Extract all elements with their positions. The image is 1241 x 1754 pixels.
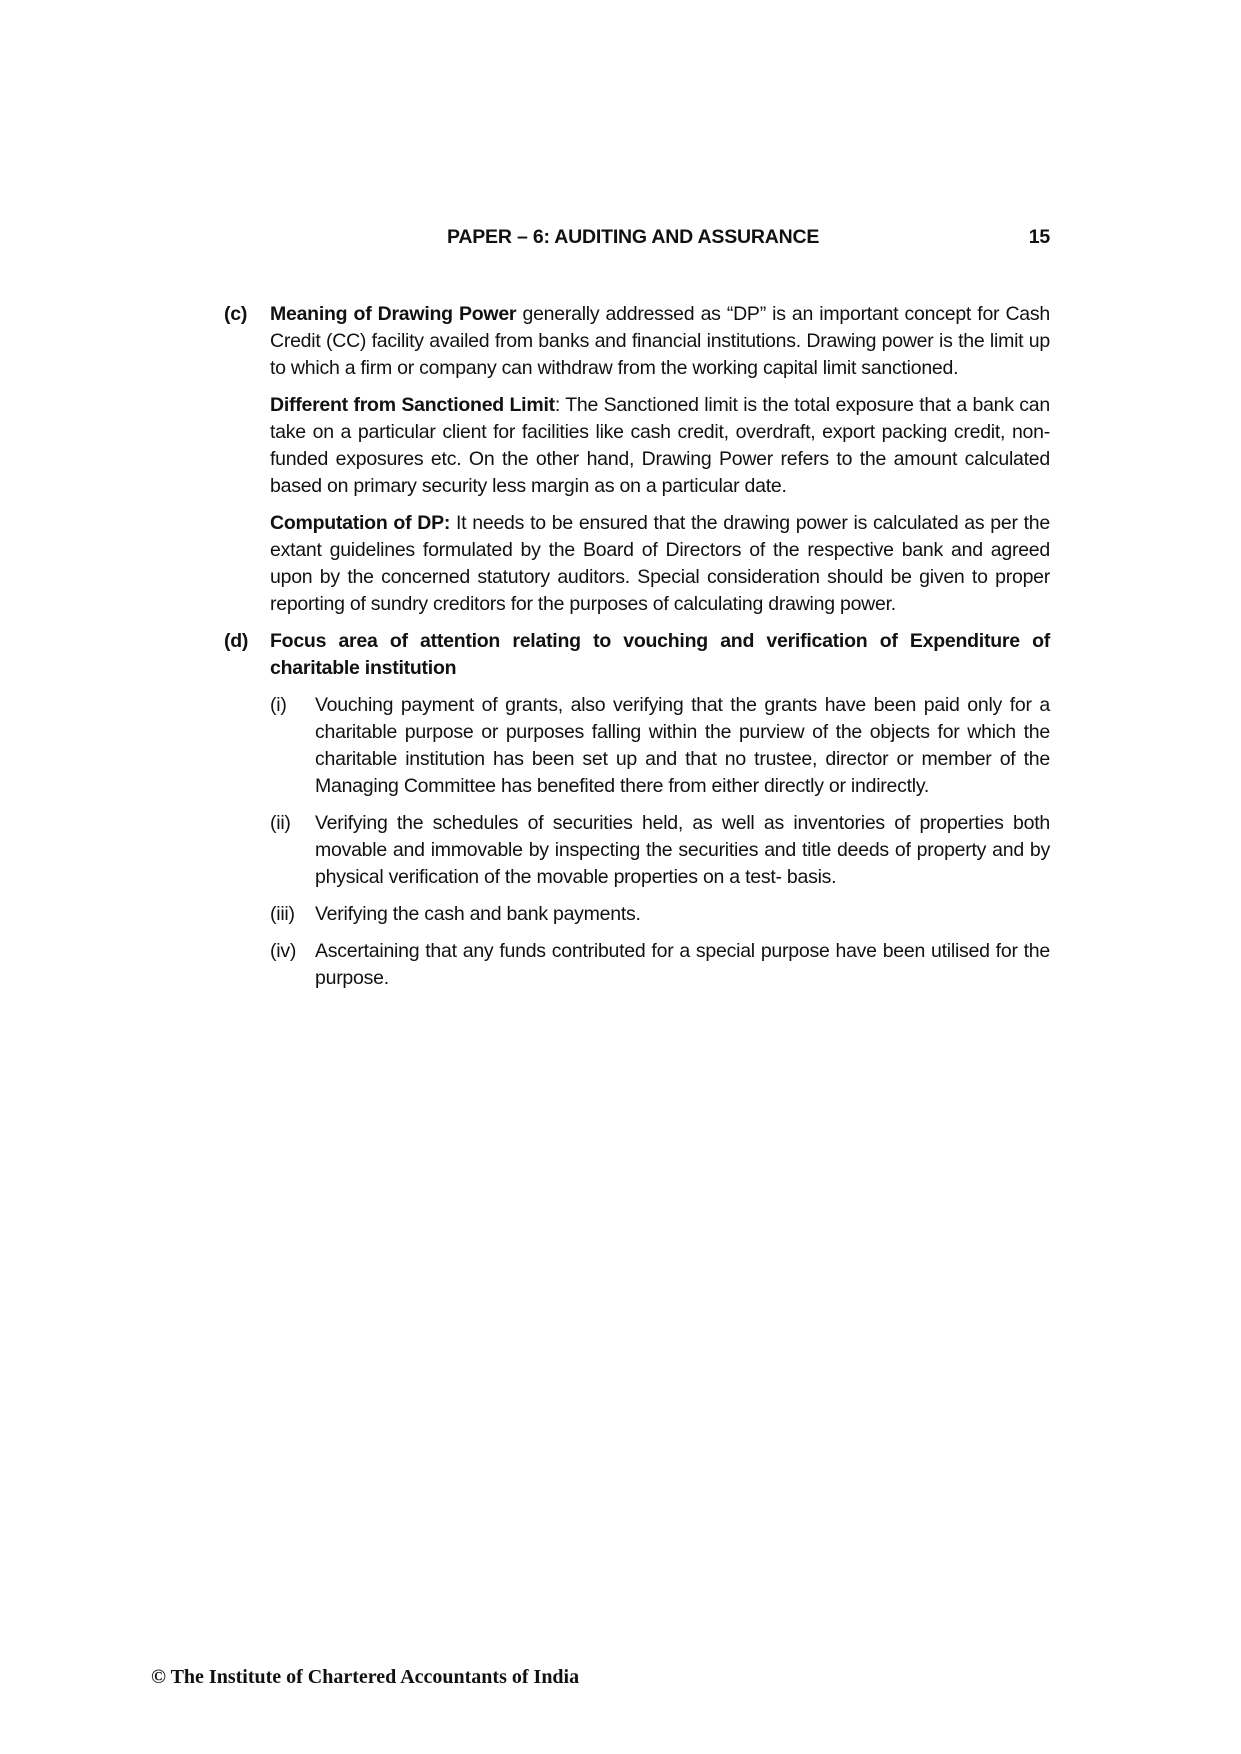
focus-area-list [270,692,1050,992]
drawing-power-meaning-heading: Meaning of Drawing Power [270,303,517,325]
list-item-text: Ascertaining that any funds contributed for a special purpose have been utilised for the purpose. [315,940,1050,989]
page-title: PAPER – 6: AUDITING AND ASSURANCE [447,226,820,248]
copyright-footer: © The Institute of Chartered Accountants of India [151,1666,580,1688]
dp-computation-text: It needs to be ensured that the drawing power is calculated as per the extant guidelines formulated by the Board of Directors of the respective bank and agreed upon by the concerned statutory auditors. Special consideration should be given to proper reporting of sundry creditors for the purposes of calculating drawing power. [270,512,1050,615]
list-item-text: Vouching payment of grants, also verifying that the grants have been paid only for a charitable purpose or purposes falling within the purview of the objects for which the charitable institution has been set up and that no trustee, director or member of the Managing Committee has benefited there from either directly or indirectly. [315,694,1050,797]
drawing-power-meaning-paragraph [270,301,1050,382]
page-number: 15 [1028,226,1050,248]
sanctioned-limit-paragraph [270,392,1050,500]
list-item-label: (ii) [270,812,291,834]
list-item-label: (i) [270,694,287,716]
list-item [270,901,1050,928]
dp-computation-heading: Computation of DP: [270,512,451,534]
list-item-label: (iii) [270,903,295,925]
sanctioned-limit-heading: Different from Sanctioned Limit [270,394,555,416]
list-item-label: (iv) [270,940,297,962]
section-d-label: (d) [224,630,249,652]
list-item-text: Verifying the schedules of securities held, as well as inventories of properties both movable and immovable by inspecting the securities and title deeds of property and by physical verification of the movable properties on a test- basis. [315,812,1050,888]
list-item [270,810,1050,891]
section-d-heading: Focus area of attention relating to vouching and verification of Expenditure of charitable institution [270,630,1050,679]
section-c-label: (c) [224,303,248,325]
section-c [224,301,1050,618]
drawing-power-meaning-text: generally addressed as “DP” is an important concept for Cash Credit (CC) facility availed from banks and financial institutions. Drawing power is the limit up to which a firm or company can withdraw from the working capital limit sanctioned. [270,303,1050,379]
sanctioned-limit-text: : The Sanctioned limit is the total exposure that a bank can take on a particular client for facilities like cash credit, overdraft, export packing credit, non-funded exposures etc. On the other hand, Drawing Power refers to the amount calculated based on primary security less margin as on a particular date. [270,394,1051,497]
list-item [270,938,1050,992]
list-item-text: Verifying the cash and bank payments. [315,903,641,925]
dp-computation-paragraph [270,510,1050,618]
document-body [224,301,1050,992]
list-item [270,692,1050,800]
section-d [224,628,1050,992]
page-header [447,226,1050,249]
